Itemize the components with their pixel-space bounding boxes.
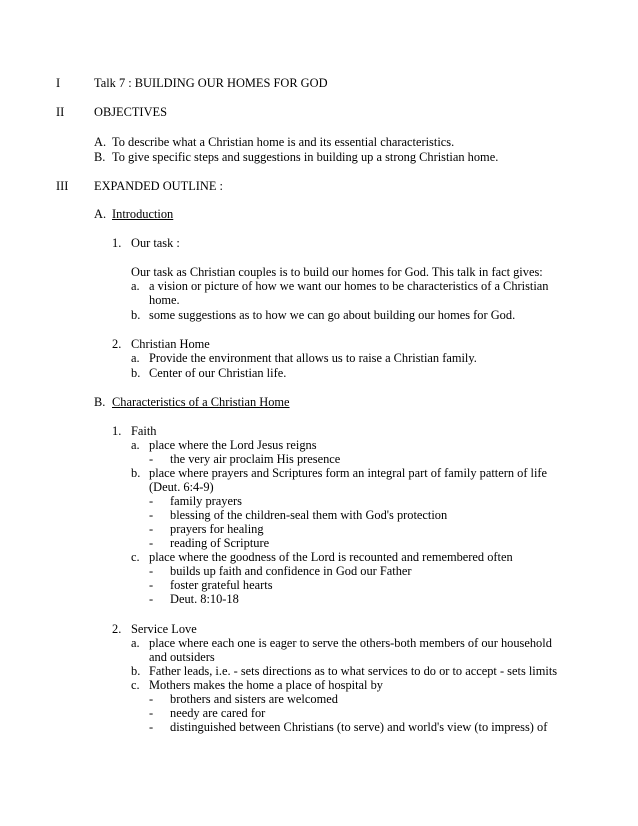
dash-marker: - — [149, 452, 154, 466]
dash-item: prayers for healing — [170, 522, 264, 536]
list-marker: 2. — [112, 337, 122, 351]
list-marker: 2. — [112, 622, 122, 636]
dash-item: distinguished between Christians (to serve) and world's view (to impress) of — [170, 720, 548, 734]
list-marker: b. — [131, 664, 141, 678]
list-marker: a. — [131, 438, 140, 452]
list-item-text: Father leads, i.e. - sets directions as to what services to do or to accept - sets limits — [149, 664, 558, 678]
dash-item: Deut. 8:10-18 — [170, 592, 239, 606]
item-label: Faith — [131, 424, 157, 438]
dash-item: foster grateful hearts — [170, 578, 273, 592]
list-marker: a. — [131, 351, 140, 365]
section-number: I — [56, 76, 61, 90]
dash-marker: - — [149, 494, 154, 508]
list-marker: B. — [94, 395, 106, 409]
list-marker: b. — [131, 366, 141, 380]
objective-item: To give specific steps and suggestions in building up a strong Christian home. — [112, 150, 499, 164]
dash-item: builds up faith and confidence in God our Father — [170, 564, 412, 578]
subsection-heading: Introduction — [112, 207, 174, 221]
list-item-text: Provide the environment that allows us to raise a Christian family. — [149, 351, 477, 365]
item-label: Service Love — [131, 622, 197, 636]
list-marker: B. — [94, 150, 106, 164]
dash-marker: - — [149, 508, 154, 522]
dash-marker: - — [149, 564, 154, 578]
list-item-text: (Deut. 6:4-9) — [149, 480, 214, 494]
list-item-text: place where the goodness of the Lord is recounted and remembered often — [149, 550, 513, 564]
dash-marker: - — [149, 592, 154, 606]
list-marker: b. — [131, 308, 141, 322]
dash-marker: - — [149, 706, 154, 720]
list-item-text: and outsiders — [149, 650, 215, 664]
list-marker: a. — [131, 636, 140, 650]
objective-item: To describe what a Christian home is and its essential characteristics. — [112, 135, 455, 149]
dash-marker: - — [149, 536, 154, 550]
list-item-text: home. — [149, 293, 180, 307]
objectives-heading: OBJECTIVES — [94, 105, 167, 119]
dash-marker: - — [149, 522, 154, 536]
item-label: Our task : — [131, 236, 180, 250]
list-item-text: Mothers makes the home a place of hospital by — [149, 678, 383, 692]
subsection-heading: Characteristics of a Christian Home — [112, 395, 290, 409]
list-marker: c. — [131, 678, 140, 692]
list-marker: c. — [131, 550, 140, 564]
list-item-text: Center of our Christian life. — [149, 366, 287, 380]
list-item-text: place where prayers and Scriptures form an integral part of family pattern of life — [149, 466, 548, 480]
list-item-text: place where each one is eager to serve the others-both members of our household — [149, 636, 552, 650]
dash-item: reading of Scripture — [170, 536, 270, 550]
list-marker: b. — [131, 466, 141, 480]
section-number: II — [56, 105, 65, 119]
list-marker: a. — [131, 279, 140, 293]
dash-item: blessing of the children-seal them with God's protection — [170, 508, 448, 522]
list-item-text: some suggestions as to how we can go about building our homes for God. — [149, 308, 516, 322]
list-marker: A. — [94, 207, 107, 221]
item-label: Christian Home — [131, 337, 210, 351]
dash-marker: - — [149, 692, 154, 706]
section-number: III — [56, 179, 69, 193]
list-marker: 1. — [112, 236, 122, 250]
outline-heading: EXPANDED OUTLINE : — [94, 179, 223, 193]
dash-marker: - — [149, 720, 154, 734]
dash-marker: - — [149, 578, 154, 592]
list-marker: 1. — [112, 424, 122, 438]
list-marker: A. — [94, 135, 107, 149]
list-item-text: a vision or picture of how we want our homes to be characteristics of a Christian — [149, 279, 549, 293]
list-item-text: place where the Lord Jesus reigns — [149, 438, 317, 452]
dash-item: brothers and sisters are welcomed — [170, 692, 338, 706]
paragraph-text: Our task as Christian couples is to build our homes for God. This talk in fact gives: — [131, 265, 543, 279]
dash-item: family prayers — [170, 494, 242, 508]
dash-item: needy are cared for — [170, 706, 266, 720]
dash-item: the very air proclaim His presence — [170, 452, 341, 466]
talk-title: Talk 7 : BUILDING OUR HOMES FOR GOD — [94, 76, 328, 90]
